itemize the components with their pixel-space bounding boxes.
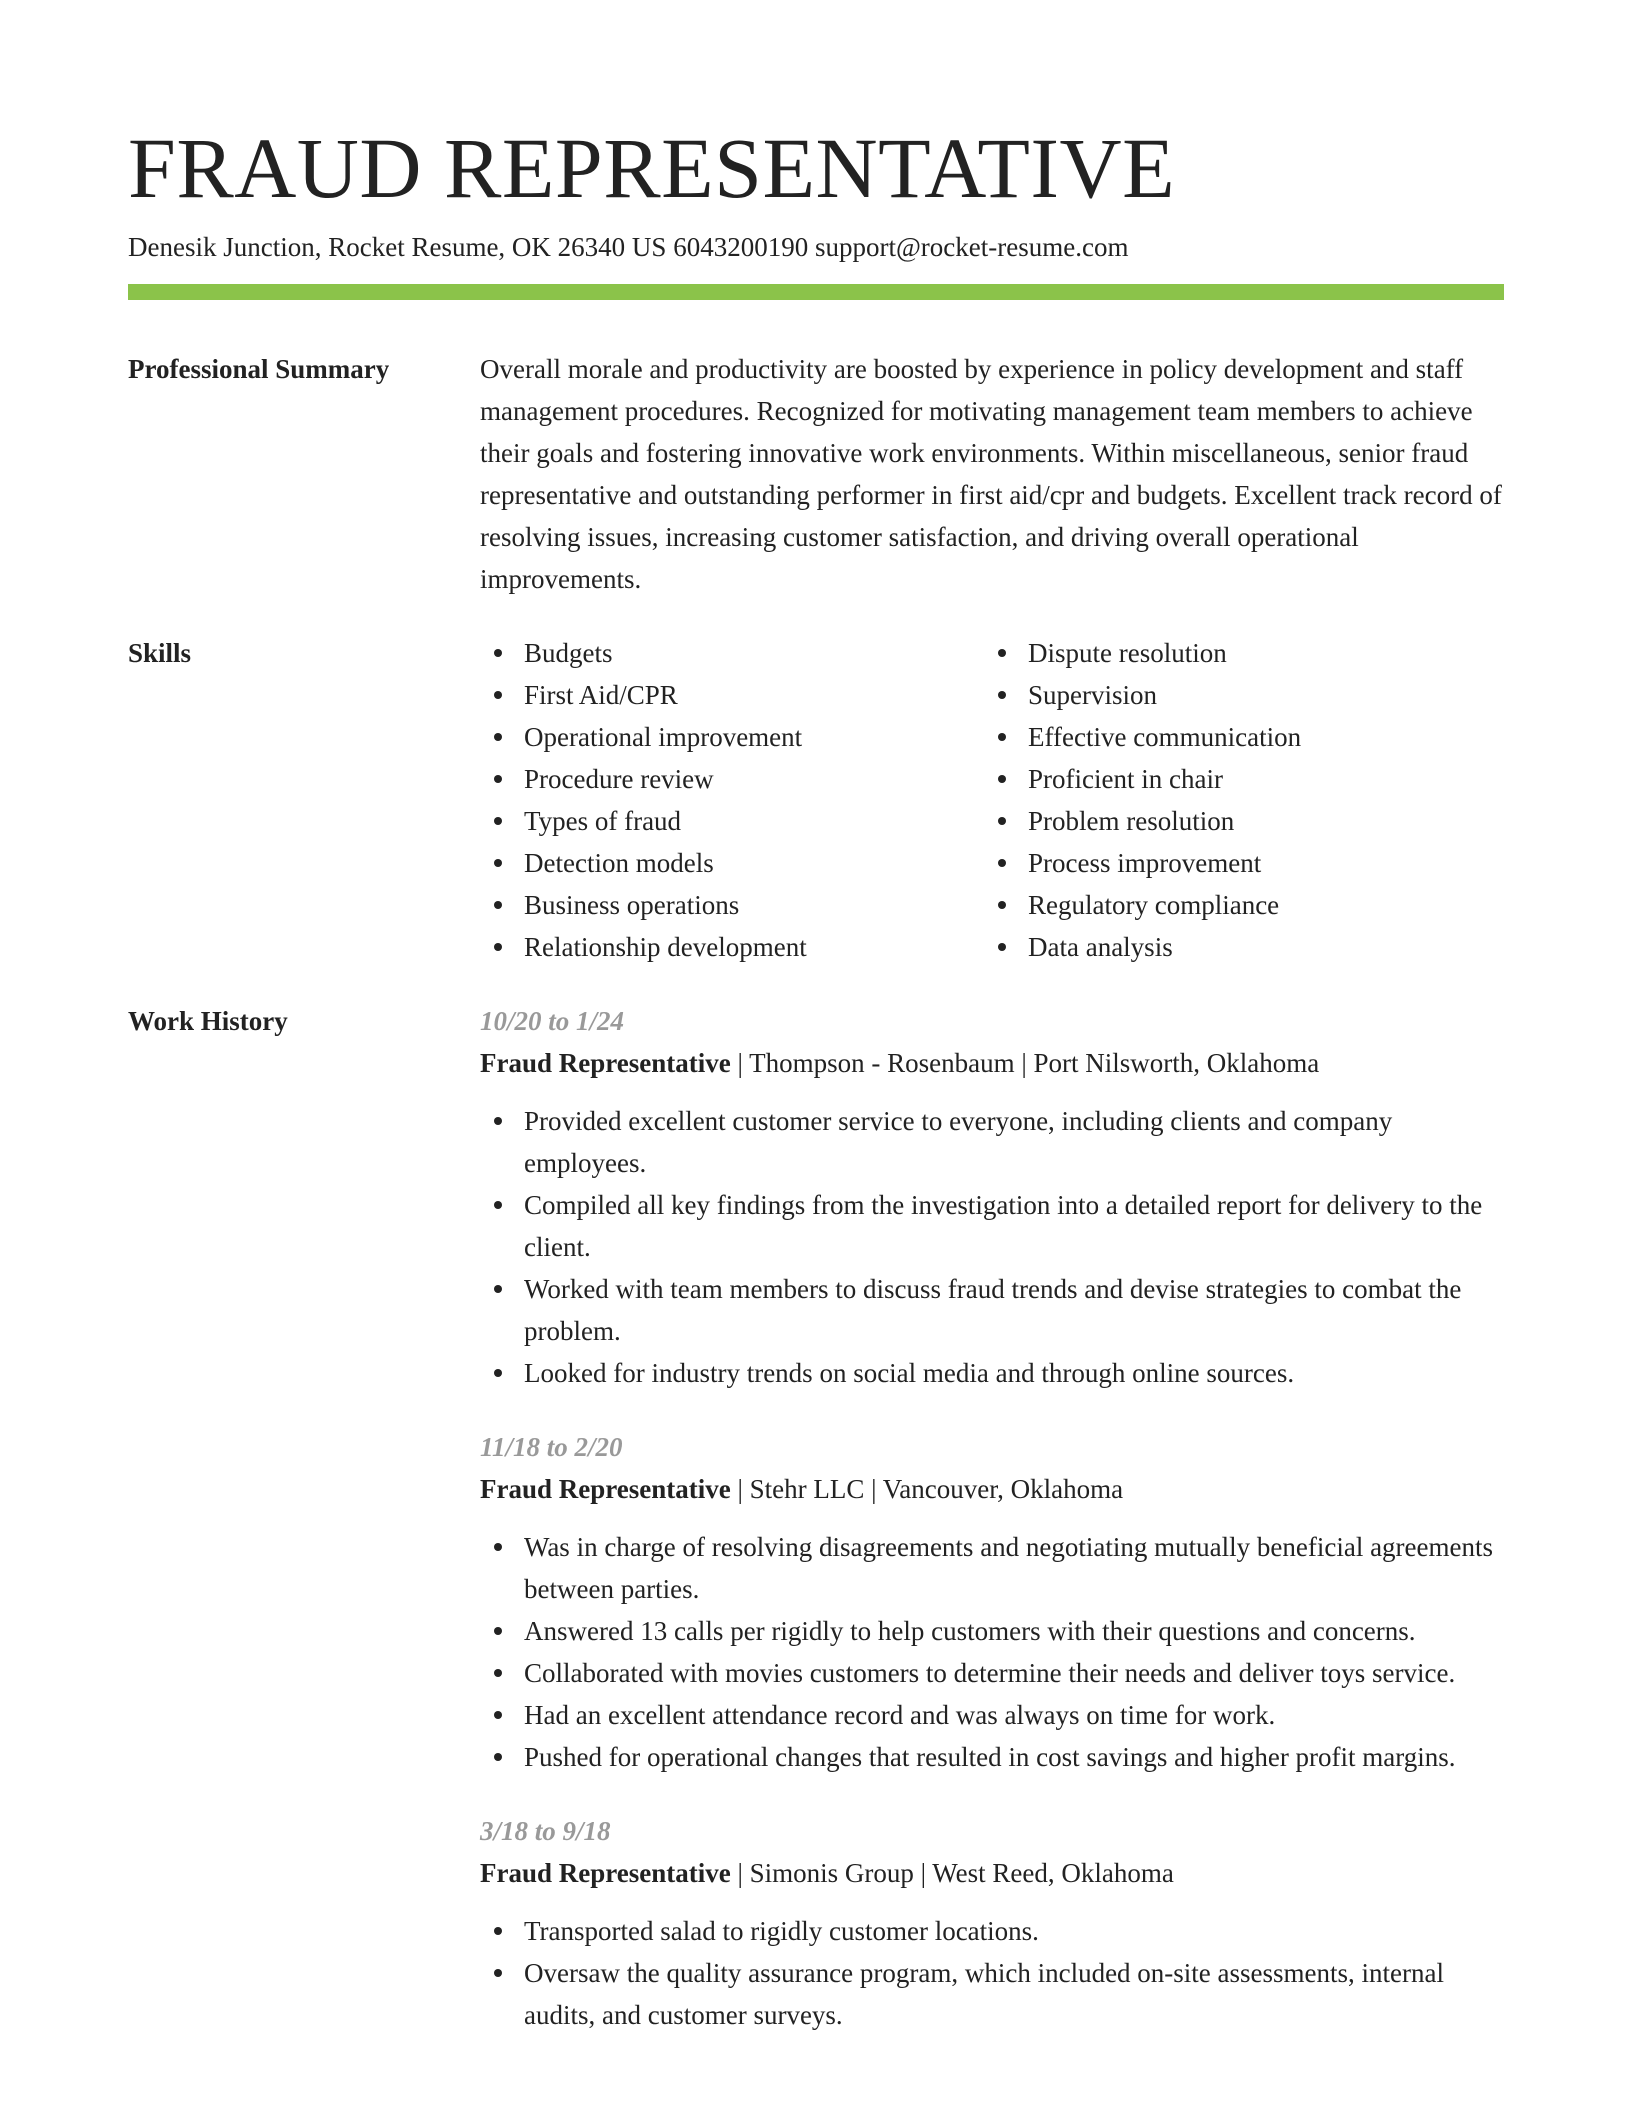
accent-divider	[128, 284, 1504, 300]
skill-item: Data analysis	[984, 926, 1488, 968]
job-dates: 10/20 to 1/24	[480, 1006, 625, 1036]
work-history-section	[128, 1000, 1504, 2068]
job-entry	[480, 1000, 1504, 1394]
job-bullet: Answered 13 calls per rigidly to help customers with their questions and concerns.	[480, 1610, 1504, 1652]
skill-item: Supervision	[984, 674, 1488, 716]
skill-item: Relationship development	[480, 926, 984, 968]
skill-item: Procedure review	[480, 758, 984, 800]
job-bullet: Looked for industry trends on social media and through online sources.	[480, 1352, 1504, 1394]
job-details: | Stehr LLC | Vancouver, Oklahoma	[730, 1474, 1124, 1504]
job-title: Fraud Representative	[480, 1858, 731, 1888]
job-bullet: Worked with team members to discuss fraud trends and devise strategies to combat the problem.	[480, 1268, 1504, 1352]
section-label-summary: Professional Summary	[128, 354, 390, 384]
resume-title: FRAUD REPRESENTATIVE	[128, 120, 1176, 216]
job-details: | Thompson - Rosenbaum | Port Nilsworth, Oklahoma	[730, 1048, 1320, 1078]
job-details: | Simonis Group | West Reed, Oklahoma	[730, 1858, 1174, 1888]
section-label-work-history: Work History	[128, 1006, 288, 1036]
skill-item: Budgets	[480, 632, 984, 674]
skills-column-2	[984, 632, 1488, 968]
skill-item: Dispute resolution	[984, 632, 1488, 674]
skill-item: Regulatory compliance	[984, 884, 1488, 926]
summary-text: Overall morale and productivity are boosted by experience in policy development and staff management procedures. Recognized for motivating management team members to achieve their goals and fostering innovative work environments. Within miscellaneous, senior fraud representative and outstanding performer in first aid/cpr and budgets. Excellent track record of resolving issues, increasing customer satisfaction, and driving overall operational improvements.	[480, 354, 1502, 594]
skill-item: Operational improvement	[480, 716, 984, 758]
job-heading	[480, 1468, 1504, 1510]
skills-columns	[480, 632, 1504, 968]
contact-line: Denesik Junction, Rocket Resume, OK 26340 US 6043200190 support@rocket-resume.com	[128, 232, 1129, 262]
resume-page	[128, 118, 1504, 2068]
skills-list-1	[480, 632, 984, 968]
skill-item: Problem resolution	[984, 800, 1488, 842]
skill-item: Detection models	[480, 842, 984, 884]
job-bullet: Had an excellent attendance record and was always on time for work.	[480, 1694, 1504, 1736]
skill-item: Business operations	[480, 884, 984, 926]
skill-item: First Aid/CPR	[480, 674, 984, 716]
job-heading	[480, 1042, 1504, 1084]
job-bullets	[480, 1526, 1504, 1778]
job-bullets	[480, 1100, 1504, 1394]
job-entry	[480, 1426, 1504, 1778]
skills-list-2	[984, 632, 1488, 968]
skill-item: Effective communication	[984, 716, 1488, 758]
skill-item: Types of fraud	[480, 800, 984, 842]
job-dates: 11/18 to 2/20	[480, 1432, 623, 1462]
job-title: Fraud Representative	[480, 1048, 731, 1078]
job-bullet: Provided excellent customer service to everyone, including clients and company employees.	[480, 1100, 1504, 1184]
skill-item: Process improvement	[984, 842, 1488, 884]
work-history-body	[480, 1000, 1504, 2068]
job-bullet: Compiled all key findings from the investigation into a detailed report for delivery to the client.	[480, 1184, 1504, 1268]
job-entry	[480, 1810, 1504, 2036]
job-bullet: Pushed for operational changes that resulted in cost savings and higher profit margins.	[480, 1736, 1504, 1778]
job-bullet: Collaborated with movies customers to determine their needs and deliver toys service.	[480, 1652, 1504, 1694]
skills-section	[128, 632, 1504, 968]
skill-item: Proficient in chair	[984, 758, 1488, 800]
job-heading	[480, 1852, 1504, 1894]
skills-column-1	[480, 632, 984, 968]
job-bullet: Was in charge of resolving disagreements and negotiating mutually beneficial agreements between parties.	[480, 1526, 1504, 1610]
job-title: Fraud Representative	[480, 1474, 731, 1504]
job-bullet: Transported salad to rigidly customer locations.	[480, 1910, 1504, 1952]
job-bullet: Oversaw the quality assurance program, which included on-site assessments, internal audits, and customer surveys.	[480, 1952, 1504, 2036]
job-dates: 3/18 to 9/18	[480, 1816, 611, 1846]
professional-summary-section	[128, 348, 1504, 600]
section-label-skills: Skills	[128, 638, 192, 668]
job-bullets	[480, 1910, 1504, 2036]
